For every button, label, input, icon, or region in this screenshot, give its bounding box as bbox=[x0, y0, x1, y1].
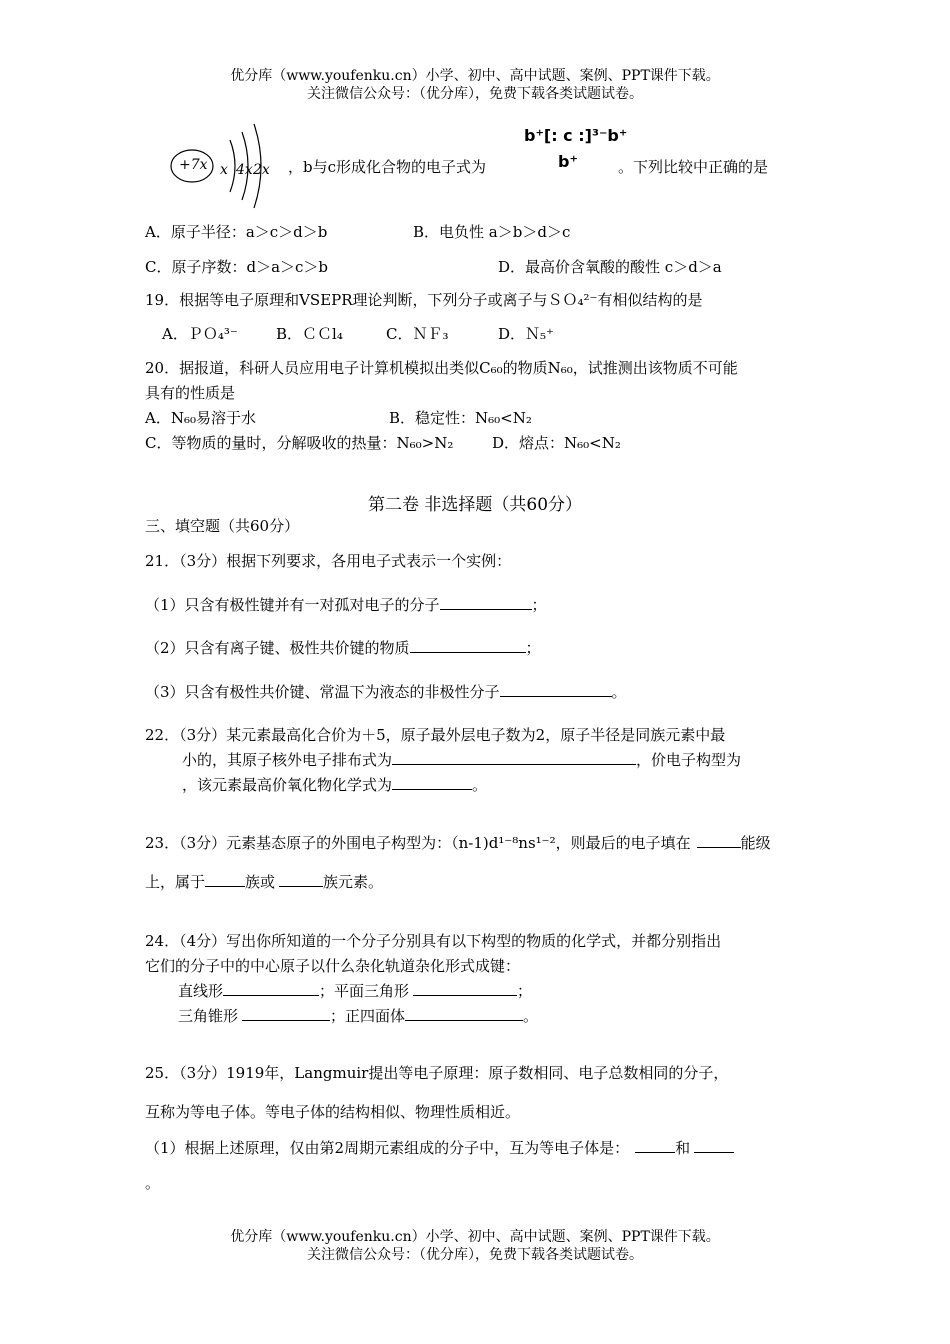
q21-item2-text: （2）只含有离子键、极性共价键的物质 bbox=[145, 639, 410, 657]
q21-stem: 21．（3分）根据下列要求，各用电子式表示一个实例： bbox=[145, 552, 512, 570]
electron-formula-top: b⁺[: c :]³⁻b⁺ bbox=[524, 126, 628, 145]
q22-line3-text-a: ，该元素最高价氧化物化学式为 bbox=[182, 776, 393, 794]
atom-shell-3: 2x bbox=[253, 162, 270, 178]
q22-line2-text-a: 小的，其原子核外电子排布式为 bbox=[182, 751, 393, 769]
atom-shell-2: 4x bbox=[236, 162, 253, 178]
q25-blank-2[interactable] bbox=[694, 1138, 734, 1153]
q21-item3-end: 。 bbox=[611, 683, 627, 701]
q25-item1-end: 。 bbox=[145, 1174, 161, 1192]
q22-line2 bbox=[182, 749, 741, 770]
q21-item2-blank[interactable] bbox=[410, 638, 526, 653]
q25-item1-and: 和 bbox=[675, 1139, 691, 1157]
q24-row1 bbox=[178, 980, 532, 1001]
q24-linear-blank[interactable] bbox=[223, 981, 319, 996]
q24-tetra-blank[interactable] bbox=[405, 1006, 523, 1021]
q23-line2 bbox=[145, 871, 383, 892]
q20-stem-line2: 具有的性质是 bbox=[145, 384, 236, 402]
q18-text-before: ，b与c形成化合物的电子式为 bbox=[288, 158, 487, 176]
q21-item2-end: ； bbox=[525, 639, 541, 657]
q23-line1 bbox=[145, 832, 771, 853]
q24-tetra-label: ；正四面体 bbox=[330, 1007, 406, 1025]
q18-option-b: B．电负性 a＞b＞d＞c bbox=[413, 223, 571, 241]
q23-line2-text-a: 上，属于 bbox=[145, 873, 206, 891]
q19-option-d: D．Ｎ₅⁺ bbox=[498, 325, 554, 343]
q24-planar-end: ； bbox=[517, 982, 533, 1000]
q19-option-b: B．ＣＣl₄ bbox=[276, 325, 343, 343]
q24-pyramid-label: 三角锥形 bbox=[178, 1007, 239, 1025]
q24-planar-label: ；平面三角形 bbox=[319, 982, 410, 1000]
q24-line1: 24．（4分）写出你所知道的一个分子分别具有以下构型的物质的化学式，并都分别指出 bbox=[145, 932, 722, 950]
q23-line1-text-b: 能级 bbox=[740, 834, 771, 852]
section-fill-in: 三、填空题（共60分） bbox=[145, 517, 300, 535]
q25-item1 bbox=[145, 1137, 734, 1158]
q18-text-after: 。下列比较中正确的是 bbox=[618, 158, 769, 176]
q23-line1-text-a: 23．（3分）元素基态原子的外围电子构型为：（n-1)d¹⁻⁸ns¹⁻²，则最后的电子填在 bbox=[145, 834, 691, 852]
q23-group-blank-2[interactable] bbox=[279, 872, 323, 887]
q19-option-c: C．ＮＦ₃ bbox=[386, 325, 449, 343]
q24-linear-label: 直线形 bbox=[178, 982, 224, 1000]
q22-config-blank[interactable] bbox=[392, 750, 636, 765]
q24-planar-blank[interactable] bbox=[413, 981, 517, 996]
q22-oxide-blank[interactable] bbox=[392, 775, 472, 790]
q20-option-c: C．等物质的量时，分解吸收的热量：N₆₀>N₂ bbox=[145, 434, 454, 452]
q25-line1: 25．（3分）1919年，Langmuir提出等电子原理：原子数相同、电子总数相同的分子， bbox=[145, 1064, 729, 1082]
page-header-line1: 优分库（www.youfenku.cn）小学、初中、高中试题、案例、PPT课件下载。 bbox=[230, 68, 720, 84]
q18-option-a: A．原子半径：a＞c＞d＞b bbox=[145, 223, 328, 241]
q23-level-blank[interactable] bbox=[697, 833, 741, 848]
q21-item3-text: （3）只含有极性共价键、常温下为液态的非极性分子 bbox=[145, 683, 500, 701]
q18-option-d: D．最高价含氧酸的酸性 c＞d＞a bbox=[498, 258, 722, 276]
q21-item1-end: ； bbox=[531, 596, 547, 614]
q23-line2-text-b: 族或 bbox=[245, 873, 276, 891]
q21-item2 bbox=[145, 637, 541, 658]
q19-option-a: A．ＰＯ₄³⁻ bbox=[162, 325, 238, 343]
page-header-line2: 关注微信公众号：（优分库），免费下载各类试题试卷。 bbox=[307, 86, 643, 102]
q21-item1-text: （1）只含有极性键并有一对孤对电子的分子 bbox=[145, 596, 440, 614]
q22-line2-text-b: ，价电子构型为 bbox=[636, 751, 742, 769]
electron-formula-bottom: b⁺ bbox=[558, 152, 578, 171]
q22-line3-text-b: 。 bbox=[472, 776, 488, 794]
page-footer-line2: 关注微信公众号：（优分库），免费下载各类试题试卷。 bbox=[307, 1247, 643, 1263]
page-footer-line1: 优分库（www.youfenku.cn）小学、初中、高中试题、案例、PPT课件下载。 bbox=[230, 1229, 720, 1245]
q23-line2-text-c: 族元素。 bbox=[323, 873, 384, 891]
q20-stem-line1: 20．据报道，科研人员应用电子计算机模拟出类似C₆₀的物质N₆₀，试推测出该物质不可能 bbox=[145, 359, 738, 377]
q24-tetra-end: 。 bbox=[523, 1007, 539, 1025]
q25-item1-text: （1）根据上述原理，仅由第2周期元素组成的分子中，互为等电子体是： bbox=[145, 1139, 630, 1157]
q24-line2: 它们的分子中的中心原子以什么杂化轨道杂化形式成键： bbox=[145, 957, 521, 975]
q25-line2: 互称为等电子体。等电子体的结构相似、物理性质相近。 bbox=[145, 1103, 521, 1121]
q20-option-d: D．熔点：N₆₀<N₂ bbox=[492, 434, 621, 452]
q21-item1 bbox=[145, 594, 547, 615]
atom-shell-1: x bbox=[220, 162, 228, 178]
q18-option-c: C．原子序数：d＞a＞c＞b bbox=[145, 258, 329, 276]
q21-item3-blank[interactable] bbox=[500, 682, 612, 697]
q20-option-b: B．稳定性：N₆₀<N₂ bbox=[389, 409, 532, 427]
atom-nucleus-charge: +7x bbox=[179, 157, 208, 173]
q21-item1-blank[interactable] bbox=[440, 595, 532, 610]
q24-row2 bbox=[178, 1005, 538, 1026]
q20-option-a: A．N₆₀易溶于水 bbox=[145, 409, 256, 427]
q23-group-blank-1[interactable] bbox=[205, 872, 245, 887]
part2-title: 第二卷 非选择题（共60分） bbox=[367, 495, 583, 515]
q22-line3 bbox=[182, 774, 487, 795]
q24-pyramid-blank[interactable] bbox=[242, 1006, 330, 1021]
q21-item3 bbox=[145, 681, 627, 702]
q22-line1: 22．（3分）某元素最高化合价为＋5，原子最外层电子数为2，原子半径是同族元素中最 bbox=[145, 726, 726, 744]
q19-stem: 19．根据等电子原理和VSEPR理论判断，下列分子或离子与ＳＯ₄²⁻有相似结构的是 bbox=[145, 291, 703, 309]
q25-blank-1[interactable] bbox=[635, 1138, 675, 1153]
